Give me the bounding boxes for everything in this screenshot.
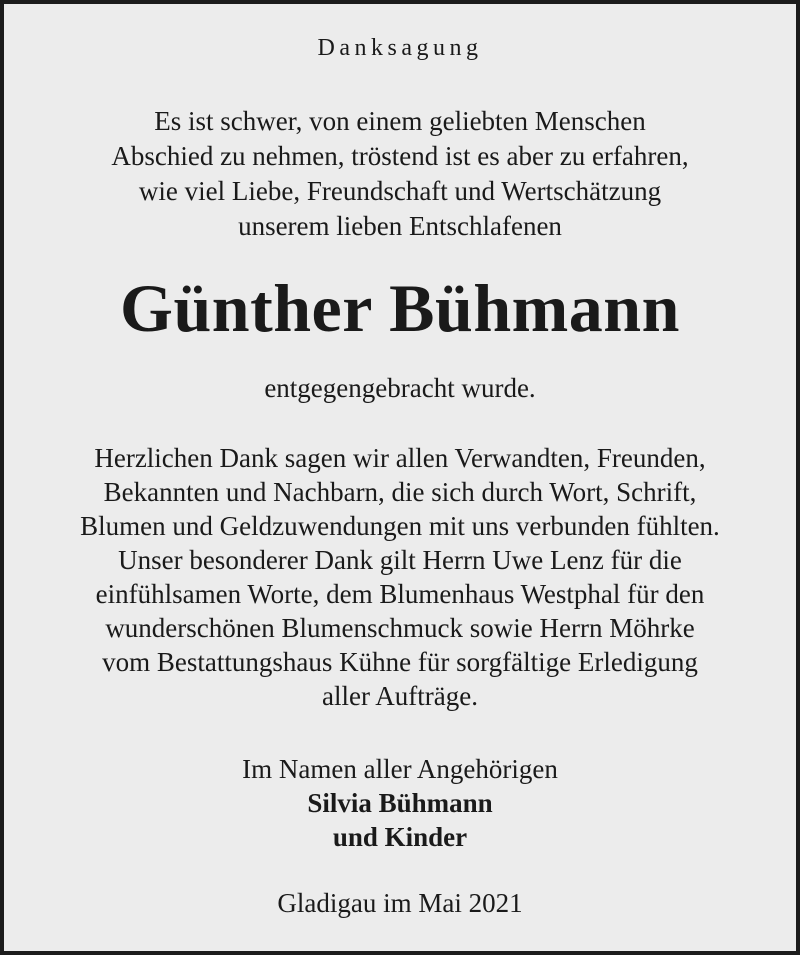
deceased-name: Günther Bühmann <box>120 270 680 346</box>
notice-heading: Danksagung <box>317 35 483 61</box>
signer-extra: und Kinder <box>332 822 468 852</box>
intro-paragraph <box>4 104 796 244</box>
thanks-line: wunderschönen Blumenschmuck sowie Herrn Möhrke <box>105 613 695 643</box>
place-date: Gladigau im Mai 2021 <box>277 888 523 918</box>
thanks-line: Unser besonderer Dank gilt Herrn Uwe Lenz für die <box>118 545 682 575</box>
thanks-line: Blumen und Geldzuwendungen mit uns verbunden fühlten. <box>80 511 720 541</box>
thanks-line: vom Bestattungshaus Kühne für sorgfältige Erledigung <box>102 647 698 677</box>
intro-line: unserem lieben Entschlafenen <box>238 211 562 241</box>
thanks-line: Herzlichen Dank sagen wir allen Verwandten, Freunden, <box>94 443 706 473</box>
after-name-line: entgegengebracht wurde. <box>264 373 536 403</box>
intro-line: wie viel Liebe, Freundschaft und Wertschätzung <box>138 176 662 206</box>
thanks-paragraph <box>4 441 796 713</box>
signer-name: Silvia Bühmann <box>307 788 493 818</box>
thanks-line: aller Aufträge. <box>322 681 478 711</box>
thanks-line: Bekannten und Nachbarn, die sich durch Wort, Schrift, <box>103 477 697 507</box>
on-behalf-line: Im Namen aller Angehörigen <box>242 754 558 784</box>
intro-line: Es ist schwer, von einem geliebten Menschen <box>154 106 646 136</box>
thanks-line: einfühlsamen Worte, dem Blumenhaus Westphal für den <box>95 579 705 609</box>
closing-block <box>4 752 796 854</box>
intro-line: Abschied zu nehmen, tröstend ist es aber zu erfahren, <box>111 141 689 171</box>
